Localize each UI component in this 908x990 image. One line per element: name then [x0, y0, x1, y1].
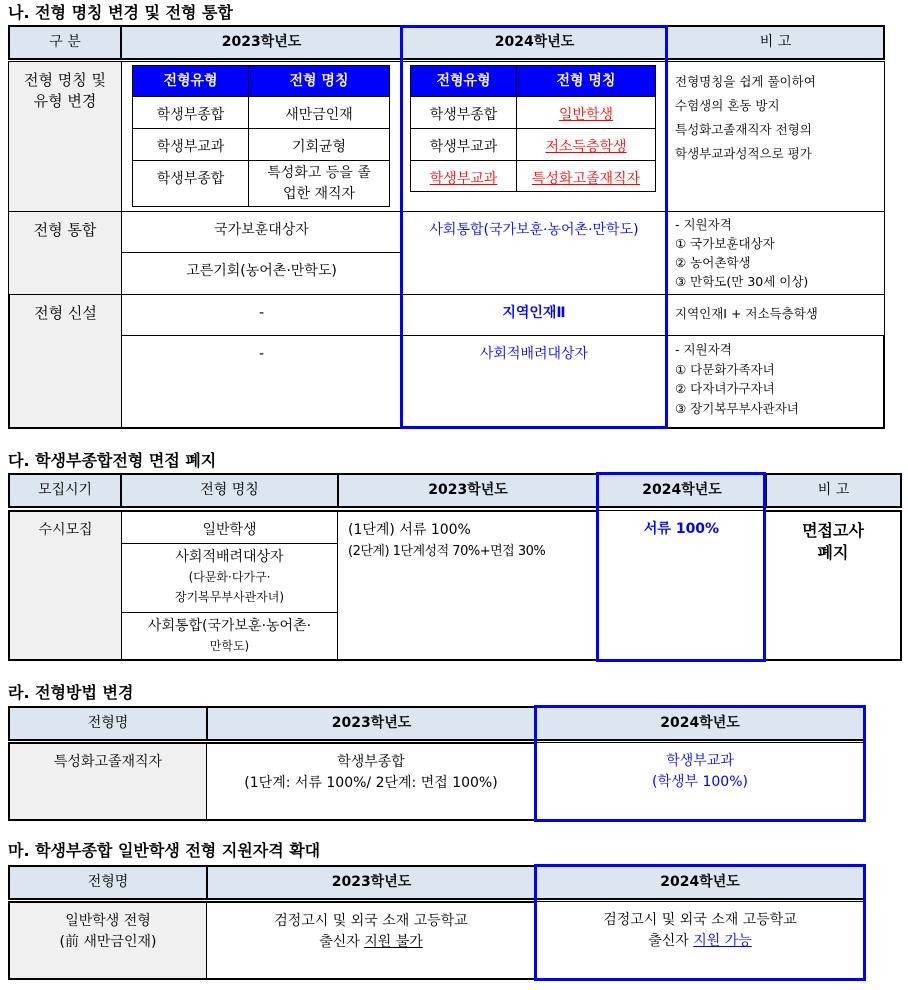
- inner-header: 전형유형: [410, 65, 517, 97]
- cell-2024: 사회적배려대상자: [401, 335, 667, 429]
- header-2024: 2024학년도: [401, 25, 668, 60]
- row-label: 전형 통합: [8, 211, 122, 295]
- header-2023: 2023학년도: [337, 473, 599, 508]
- name-cell: [8, 901, 207, 980]
- note-line: ③ 장기복무부사관자녀: [675, 400, 799, 416]
- header-2023: 2023학년도: [120, 25, 403, 60]
- name-cell: [121, 612, 338, 661]
- section-title: 라. 전형방법 변경: [8, 683, 134, 702]
- name-cell: [516, 128, 656, 161]
- header-2024: 2024학년도: [535, 706, 865, 741]
- line: 출신자: [319, 934, 365, 950]
- cell-2024: [535, 901, 865, 980]
- header-name: 전형명: [8, 865, 208, 900]
- emphasis: 지원 불가: [364, 934, 423, 950]
- section-title: 마. 학생부종합 일반학생 전형 지원자격 확대: [8, 841, 321, 860]
- note-line: ① 다문화가족자녀: [675, 361, 775, 377]
- cell-2023: [206, 901, 536, 980]
- stage-line: (1단계) 서류 100%: [348, 522, 471, 538]
- name-cell: [121, 543, 338, 613]
- note-cell: [666, 335, 885, 429]
- note-cell: [666, 211, 885, 295]
- line: 출신자: [648, 933, 694, 949]
- inner-header: 전형유형: [132, 65, 249, 97]
- note-line: - 지원자격: [675, 342, 732, 357]
- cell-2023: [206, 742, 536, 821]
- header-2023: 2023학년도: [206, 865, 537, 900]
- period-cell: 수시모집: [8, 510, 122, 661]
- name-cell: 특성화고 등을 졸업한 재직자: [248, 160, 390, 207]
- cell-2024: 지역인재Ⅱ: [401, 294, 667, 336]
- note-line: 수험생의 혼동 방지: [675, 98, 780, 113]
- line: 검정고시 및 외국 소재 고등학교: [274, 913, 468, 929]
- note-cell: [666, 61, 885, 212]
- inner-header: 전형 명칭: [516, 65, 656, 97]
- header-note: 비 고: [765, 473, 902, 508]
- type-cell: 학생부교과: [410, 128, 517, 161]
- note-cell: [765, 510, 902, 661]
- changed-type: 학생부교과: [429, 171, 498, 187]
- cell-2023: 고른기회(농어촌·만학도): [121, 252, 402, 295]
- line: (학생부 100%): [652, 774, 748, 790]
- cell-2024: [535, 742, 865, 821]
- row-label: 전형 신설: [8, 294, 122, 429]
- cell-2023: -: [121, 294, 402, 336]
- name-main: 사회적배려대상자: [175, 549, 284, 565]
- note-line: 폐지: [817, 543, 849, 562]
- header-period: 모집시기: [8, 473, 122, 508]
- type-cell: 학생부종합: [132, 160, 249, 207]
- note-line: 면접고사: [802, 521, 864, 540]
- line: (前 새만금인재): [59, 934, 157, 950]
- name-sub: (다문화·다가구·: [188, 570, 271, 584]
- cell-2023: -: [121, 335, 402, 429]
- type-cell: [410, 160, 517, 192]
- changed-name: 저소득층학생: [545, 139, 627, 155]
- name-cell: [516, 160, 656, 192]
- name-cell: 특성화고졸재직자: [8, 742, 207, 821]
- note-line: ③ 만학도(만 30세 이상): [675, 274, 809, 289]
- note-line: 학생부교과성적으로 평가: [675, 146, 812, 161]
- cell-2023: [337, 510, 598, 661]
- type-cell: 학생부교과: [132, 128, 249, 161]
- note-line: 특성화고졸재직자 전형의: [675, 122, 812, 137]
- stage-line: (2단계) 1단계성적 70%+면접 30%: [348, 544, 546, 559]
- emphasis: 지원 가능: [693, 933, 752, 949]
- name-sub: 장기복무부사관자녀): [174, 590, 284, 604]
- name-cell: [516, 96, 656, 129]
- inner-header: 전형 명칭: [248, 65, 390, 97]
- header-name: 전형 명칭: [120, 473, 339, 508]
- changed-name: 특성화고졸재직자: [531, 171, 641, 187]
- note-line: ② 농어촌학생: [675, 255, 751, 270]
- changed-name: 일반학생: [558, 107, 614, 123]
- name-cell: 새만금인재: [248, 96, 390, 129]
- note-line: - 지원자격: [675, 217, 732, 232]
- note-cell: 지역인재Ⅰ + 저소득층학생: [666, 294, 885, 336]
- note-line: 전형명칭을 쉽게 풀이하여: [675, 74, 816, 89]
- name-cell: 기회균형: [248, 128, 390, 161]
- note-line: ② 다자녀가구자녀: [675, 381, 775, 396]
- header-2024: 2024학년도: [535, 865, 865, 900]
- line: 학생부교과: [666, 753, 734, 769]
- cell-2024: 서류 100%: [597, 510, 766, 661]
- line: (1단계: 서류 100%/ 2단계: 면접 100%): [244, 775, 498, 791]
- line: 학생부종합: [337, 754, 405, 770]
- header-2023: 2023학년도: [206, 706, 537, 741]
- name-cell: 일반학생: [121, 510, 338, 544]
- header-category: 구 분: [8, 25, 122, 60]
- section-title: 다. 학생부종합전형 면접 폐지: [8, 451, 217, 470]
- cell-2023: 국가보훈대상자: [121, 211, 402, 253]
- section-title: 나. 전형 명칭 변경 및 전형 통합: [8, 3, 233, 22]
- row-label: 전형 명칭 및 유형 변경: [8, 61, 122, 212]
- name-sub: 만학도): [209, 639, 250, 653]
- type-cell: 학생부종합: [410, 96, 517, 129]
- cell-2024: 사회통합(국가보훈·농어촌·만학도): [401, 211, 667, 295]
- header-2024: 2024학년도: [597, 473, 767, 508]
- note-line: ① 국가보훈대상자: [675, 236, 775, 251]
- header-note: 비 고: [666, 25, 885, 60]
- header-name: 전형명: [8, 706, 208, 741]
- name-main: 사회통합(국가보훈·농어촌·: [147, 618, 312, 634]
- line: 일반학생 전형: [65, 913, 151, 929]
- line: 검정고시 및 외국 소재 고등학교: [603, 912, 797, 928]
- type-cell: 학생부종합: [132, 96, 249, 129]
